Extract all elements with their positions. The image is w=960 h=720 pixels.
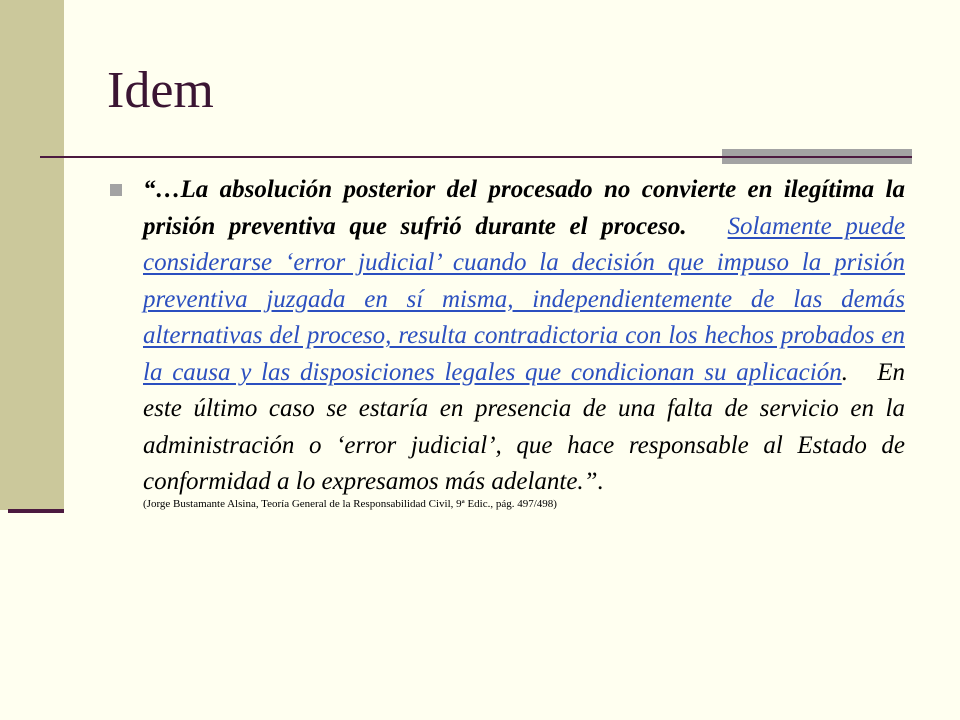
side-band xyxy=(0,0,64,510)
quote-bold-text: “…La absolución posterior del procesado no convierte en ilegítima la prisión preventiva que sufrió durante el proceso. xyxy=(143,176,905,240)
bullet-square-icon xyxy=(110,184,122,196)
quote-paragraph xyxy=(143,172,905,511)
title-accent-bar xyxy=(722,149,912,156)
citation-text: (Jorge Bustamante Alsina, Teoría General de la Responsabilidad Civil, 9ª Edic., pág. 497/498) xyxy=(143,497,557,510)
slide-title: Idem xyxy=(107,62,214,119)
quote-rest-text: En este último caso se estaría en presencia de una falta de servicio en la administración o ‘error judicial’, que hace responsable al Estado de conformidad a lo expresamos más adelante.”. xyxy=(143,358,906,495)
quote-link-end: . xyxy=(841,358,848,386)
side-rule xyxy=(8,509,64,513)
quote-link-text[interactable]: Solamente puede considerarse ‘error judicial’ cuando la decisión que impuso la prisión preventiva juzgada en sí misma, independientemente de las demás alternativas del proceso, resulta contradictoria con los hechos probados en la causa y las disposiciones legales que condicionan su aplicación xyxy=(143,212,905,386)
title-accent-bar-lower xyxy=(722,158,912,164)
